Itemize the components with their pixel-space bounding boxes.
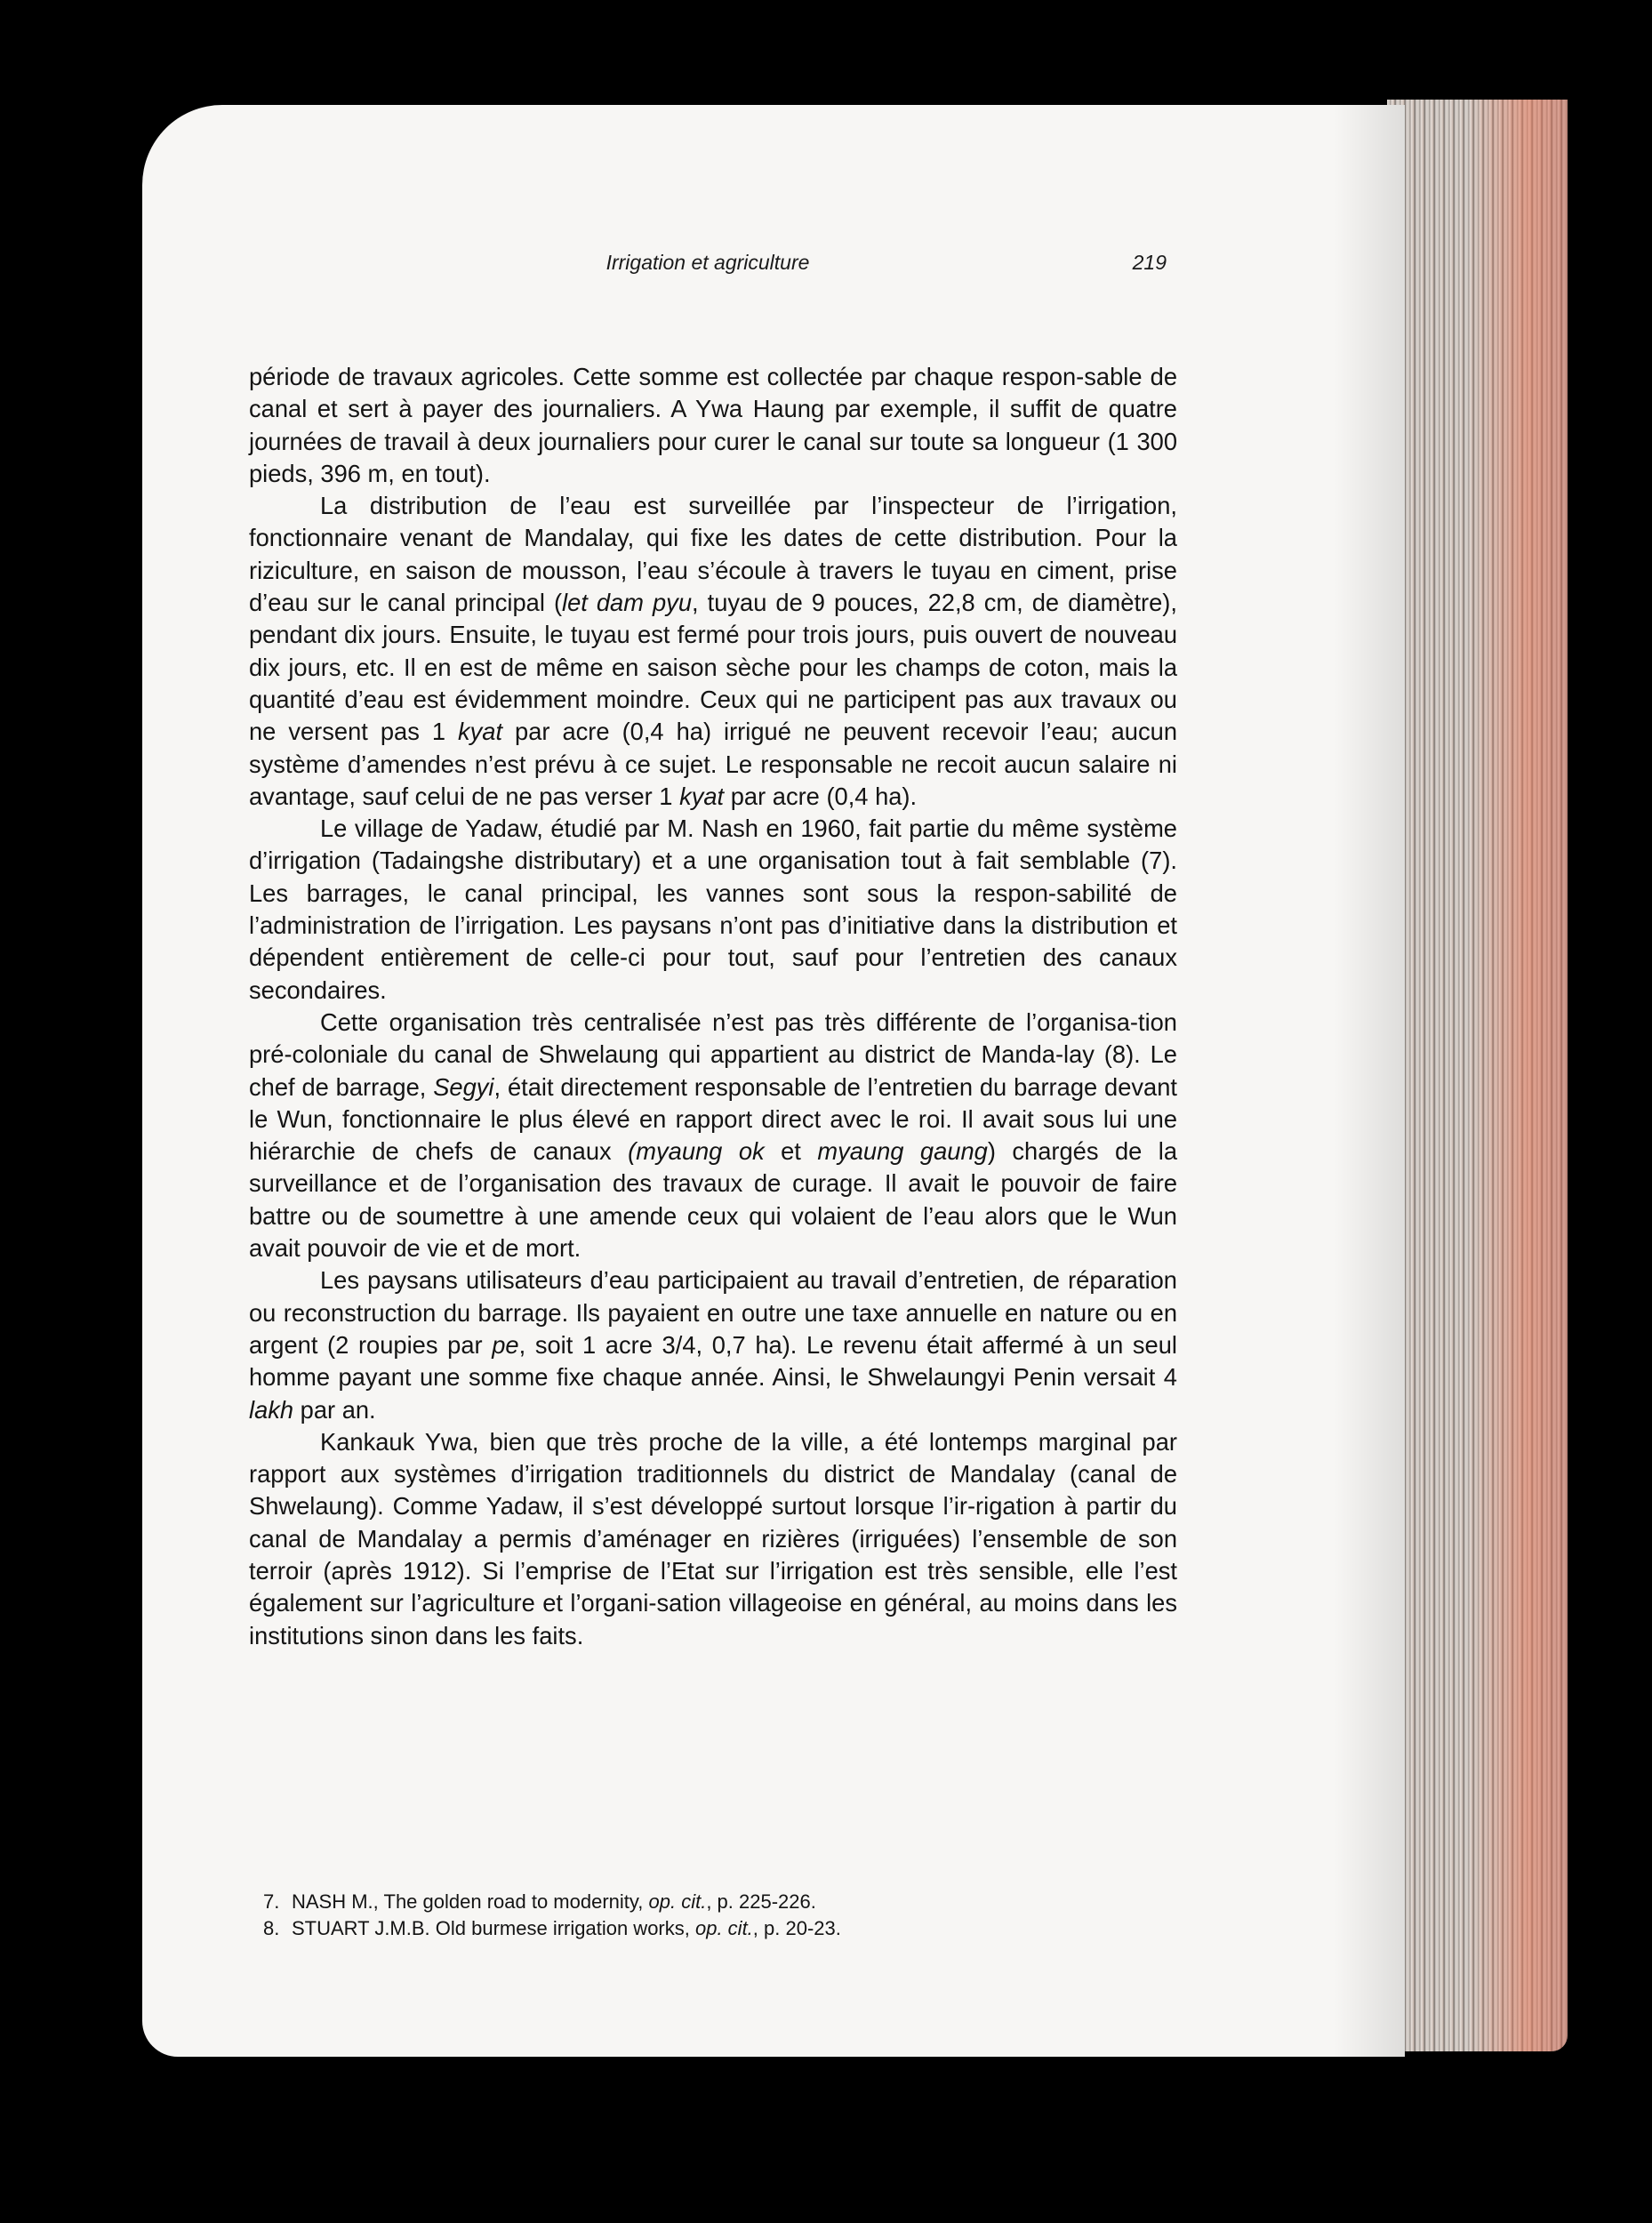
- italic-run: (myaung ok: [628, 1137, 765, 1166]
- paragraph: [249, 1426, 1177, 1652]
- footnote: [263, 1889, 1179, 1915]
- text-run: par acre (0,4 ha).: [724, 782, 918, 810]
- text-run: NASH M., The golden road to modernity,: [292, 1890, 649, 1913]
- italic-run: pe: [492, 1330, 519, 1359]
- footnote-number: 7.: [263, 1890, 280, 1913]
- footnotes: [263, 1889, 1179, 1942]
- running-header: [249, 251, 1167, 286]
- text-run: et: [764, 1137, 818, 1166]
- text-run: La distribution de l’eau est surveillée par l’inspecteur de l’irrigation, fonctionnaire venant de Mandalay, qui fixe les dates de cette distribution. Pour la riziculture, en saison de mousson, l’eau s’écoule à travers le tuyau en ciment, prise d’eau sur le canal principal (: [249, 492, 1177, 617]
- text-run: , était directement responsable de l’entretien du barrage devant le Wun, fonctionnaire le plus élevé en rapport direct avec le roi. Il avait sous lui une hiérarchie de chefs de canaux: [249, 1072, 1177, 1166]
- italic-run: Segyi: [433, 1072, 494, 1101]
- text-run: , p. 225-226.: [706, 1890, 816, 1913]
- text-run: Les paysans utilisateurs d’eau participaient au travail d’entretien, de réparation ou reconstruction du barrage. Ils payaient en outre une taxe annuelle en nature ou en argent (2 roupies par: [249, 1266, 1177, 1359]
- italic-run: myaung gaung: [817, 1137, 988, 1166]
- paragraph: [249, 813, 1177, 1007]
- italic-run: lakh: [249, 1395, 294, 1424]
- page-edges: [1387, 100, 1568, 2051]
- footnote-number: 8.: [263, 1917, 280, 1939]
- text-run: période de travaux agricoles. Cette somme est collectée par chaque respon-sable de canal et sert à payer des journaliers. A Ywa Haung par exemple, il suffit de quatre journées de travail à deux journaliers pour curer le canal sur toute sa longueur (1 300 pieds, 396 m, en tout).: [249, 363, 1177, 487]
- italic-run: kyat: [458, 718, 503, 746]
- text-run: Cette organisation très centralisée n’est pas très différente de l’organisa-tion pré-coloniale du canal de Shwelaung qui appartient au district de Manda-lay (8). Le chef de barrage,: [249, 1007, 1177, 1101]
- italic-run: op. cit.: [648, 1890, 707, 1913]
- text-run: STUART J.M.B. Old burmese irrigation works,: [292, 1917, 695, 1939]
- text-run: par an.: [293, 1395, 376, 1424]
- paragraph: [249, 1007, 1177, 1264]
- italic-run: kyat: [679, 782, 725, 810]
- text-run: Le village de Yadaw, étudié par M. Nash en 1960, fait partie du même système d’irrigation (Tadaingshe distributary) et a une organisation tout à fait semblable (7). Les barrages, le canal principal, les vannes sont sous la respon-sabilité de l’administration de l’irrigation. Les paysans n’ont pas d’initiative dans la distribution et dépendent entièrement de celle-ci pour tout, sauf pour l’entretien des canaux secondaires.: [249, 815, 1177, 1004]
- text-run: Kankauk Ywa, bien que très proche de la ville, a été lontemps marginal par rapport aux systèmes d’irrigation traditionnels du district de Mandalay (canal de Shwelaung). Comme Yadaw, il s’est développé surtout lorsque l’ir-rigation à partir du canal de Mandalay a permis d’aménager en rizières (irriguées) l’ensemble de son terroir (après 1912). Si l’emprise de l’Etat sur l’irrigation est très sensible, elle l’est également sur l’agriculture et l’organi-sation villageoise en général, au moins dans les institutions sinon dans les faits.: [249, 1427, 1177, 1649]
- text-run: par acre (0,4 ha) irrigué ne peuvent recevoir l’eau; aucun système d’amendes n’est prévu à ce sujet. Le responsable ne recoit aucun salaire ni avantage, sauf celui de ne pas verser 1: [249, 718, 1177, 810]
- text-run: , tuyau de 9 pouces, 22,8 cm, de diamètre), pendant dix jours. Ensuite, le tuyau est fermé pour trois jours, puis ouvert de nouveau dix jours, etc. Il en est de même en saison sèche pour les champs de coton, mais la quantité d’eau est évidemment moindre. Ceux qui ne participent pas aux travaux ou ne versent pas 1: [249, 589, 1177, 746]
- paragraph: [249, 490, 1177, 813]
- text-run: , soit 1 acre 3/4, 0,7 ha). Le revenu était affermé à un seul homme payant une somme fixe chaque année. Ainsi, le Shwelaungyi Penin versait 4: [249, 1330, 1177, 1392]
- paragraph: [249, 1264, 1177, 1425]
- text-run: , p. 20-23.: [752, 1917, 841, 1939]
- paragraph: [249, 361, 1177, 490]
- footnote: [263, 1915, 1179, 1942]
- body-text: [249, 361, 1177, 1652]
- italic-run: let dam pyu: [562, 589, 693, 617]
- page-number: 219: [1132, 251, 1167, 274]
- running-title: Irrigation et agriculture: [605, 251, 810, 274]
- italic-run: op. cit.: [694, 1917, 753, 1939]
- page-gutter-shade: [1334, 105, 1405, 2057]
- text-run: ) chargés de la surveillance et de l’organisation des travaux de curage. Il avait le pouvoir de faire battre ou de soumettre à une amende ceux qui volaient de l’eau alors que le Wun avait pouvoir de vie et de mort.: [249, 1137, 1178, 1263]
